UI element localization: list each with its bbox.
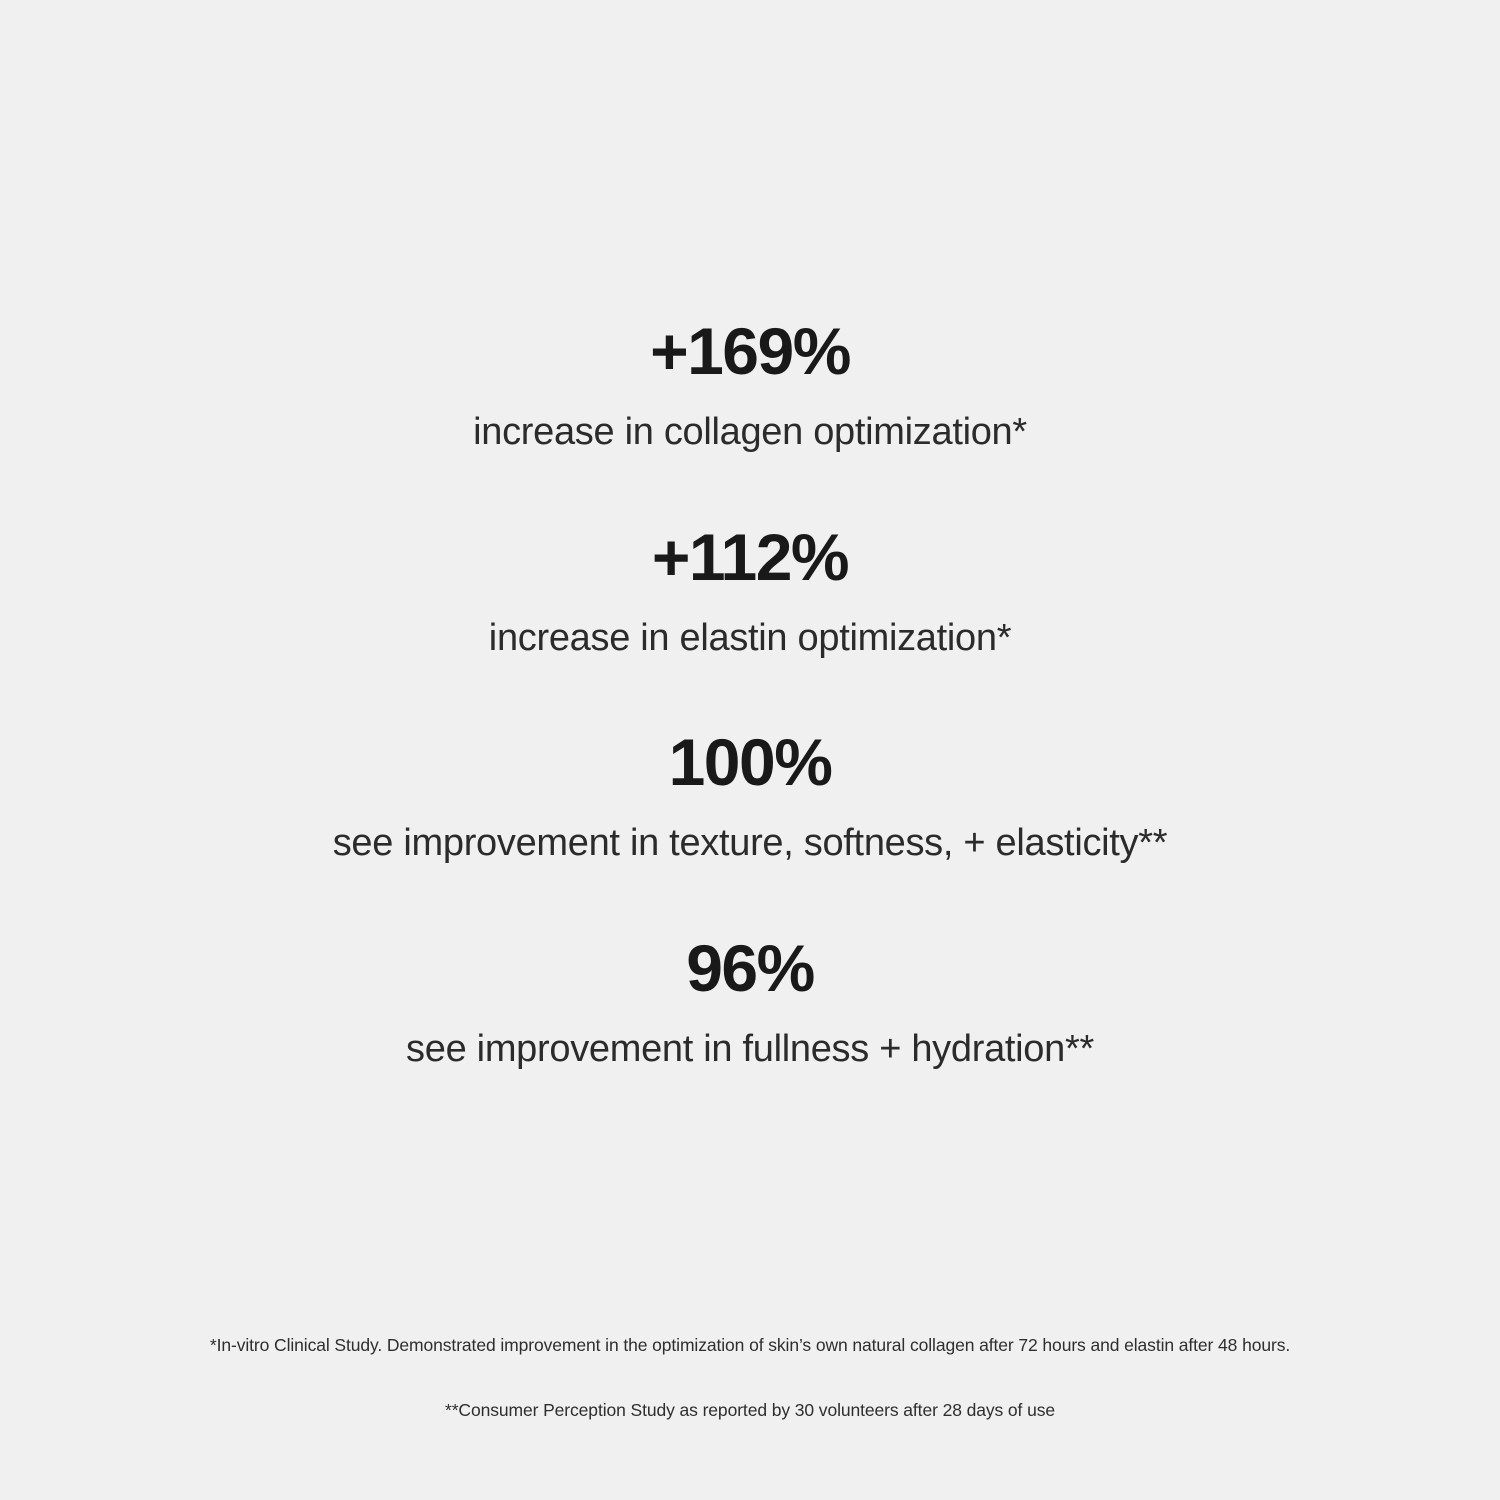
stat-value: 100% [668, 725, 832, 800]
footnote-consumer-study: **Consumer Perception Study as reported by 30 volunteers after 28 days of use [444, 1399, 1055, 1420]
stat-value: 96% [686, 930, 814, 1005]
stat-label: see improvement in texture, softness, + elasticity** [332, 822, 1168, 865]
stat-label: increase in elastin optimization* [488, 616, 1012, 659]
stat-label: see improvement in fullness + hydration** [406, 1027, 1094, 1070]
footnotes [0, 1333, 1500, 1422]
stat-collagen [0, 314, 1500, 456]
stat-fullness-hydration [0, 930, 1500, 1073]
stat-value: +169% [650, 314, 850, 388]
stats-list [0, 314, 1500, 1072]
stat-texture-softness-elasticity [0, 725, 1500, 867]
footnote-clinical-study: *In-vitro Clinical Study. Demonstrated improvement in the optimization of skin’s own natural collagen after 72 hours and elastin after 48 hours. [209, 1335, 1291, 1355]
stat-label: increase in collagen optimization* [473, 411, 1027, 453]
stat-elastin [0, 519, 1500, 662]
stat-value: +112% [651, 519, 849, 594]
